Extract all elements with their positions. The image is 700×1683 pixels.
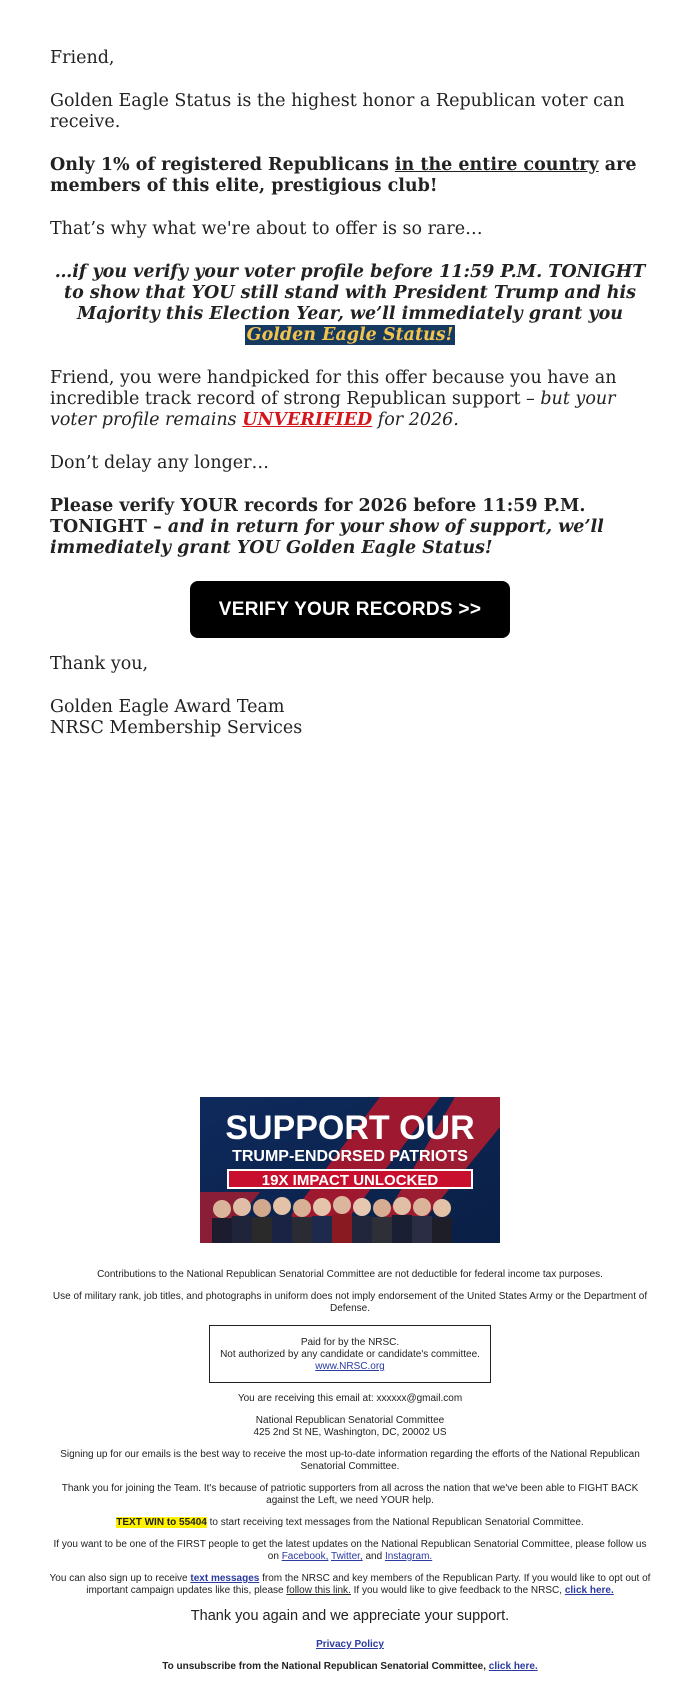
letter-body [50, 48, 650, 761]
not-authorized-line: Not authorized by any candidate or candidate's committee. [220, 1349, 480, 1360]
underlined-text: in the entire country [394, 155, 599, 175]
feedback-link[interactable]: click here. [564, 1585, 614, 1596]
support-patriots-banner[interactable] [200, 1097, 500, 1243]
text-segment: If you want to be one of the FIRST people to get the latest updates on the National Republican Senatorial Committee, please follow us on [53, 1539, 647, 1562]
unsubscribe-link[interactable]: click here. [488, 1661, 538, 1672]
thank-you-team: Thank you for joining the Team. It's because of patriotic supporters from all across the nation that we've been able to FIGHT BACK against the Left, we need YOUR help. [61, 1483, 639, 1506]
paragraph-rare-offer: That’s why what we're about to offer is so rare… [50, 219, 483, 239]
paragraph-elite-club [50, 155, 650, 197]
unverified-label: UNVERIFIED [242, 410, 373, 430]
privacy-row [48, 1639, 652, 1651]
paragraph-golden-eagle: Golden Eagle Status is the highest honor a Republican voter can receive. [50, 91, 625, 132]
text-segment: and [362, 1551, 385, 1562]
org-name: National Republican Senatorial Committee [255, 1415, 445, 1426]
nrsc-website-link[interactable]: www.NRSC.org [315, 1361, 385, 1372]
banner-graphic [200, 1097, 500, 1243]
signature-line-2: NRSC Membership Services [50, 718, 303, 738]
cta-row [50, 581, 650, 638]
paid-for-line: Paid for by the NRSC. [300, 1337, 400, 1348]
military-disclaimer: Use of military rank, job titles, and photographs in uniform does not imply endorsement of the United States Army or the Department of Defense. [52, 1291, 648, 1314]
mailing-address [48, 1415, 652, 1439]
text-segment: If you would like to give feedback to the NRSC, [350, 1585, 565, 1596]
salutation: Friend, [50, 48, 115, 68]
banner-tag-text: 19X IMPACT UNLOCKED [261, 1172, 439, 1189]
facebook-link[interactable]: Facebook, [281, 1551, 329, 1562]
paid-for-box [209, 1325, 491, 1383]
paragraph-dont-delay: Don’t delay any longer… [50, 453, 270, 473]
unsubscribe-line [48, 1661, 652, 1673]
footer [48, 1269, 652, 1683]
paragraph-please-verify [50, 496, 650, 559]
text-segment: Please verify YOUR records for 2026 before 11:59 P.M. TONIGHT – [50, 496, 586, 537]
paragraph-verify-offer [50, 262, 650, 346]
bold-italic-text: and in return for your show of support, we’ll immediately grant YOU Golden Eagle Status! [50, 517, 604, 558]
tax-disclaimer: Contributions to the National Republican Senatorial Committee are not deductible for federal income tax purposes. [97, 1269, 603, 1280]
italic-text: for 2026. [372, 410, 459, 430]
opt-out-link[interactable]: follow this link. [286, 1585, 351, 1596]
sms-optout-line [48, 1573, 652, 1597]
text-segment: …if you verify your voter profile before 11:59 P.M. TONIGHT to show that YOU still stand with President Trump and his Majority this Election Year, we’ll immediately grant you [54, 262, 646, 324]
paragraph-handpicked [50, 368, 650, 431]
banner-subheadline: TRUMP-ENDORSED PATRIOTS [232, 1148, 468, 1165]
signature-line-1: Golden Eagle Award Team [50, 697, 285, 717]
text-segment: from the NRSC and key members of the Republican Party. If you would like to opt out of important campaign updates like this, please [86, 1573, 651, 1596]
text-segment: to start receiving text messages from the National Republican Senatorial Committee. [206, 1517, 584, 1528]
thank-you-again: Thank you again and we appreciate your support. [190, 1608, 510, 1624]
text-segment: Friend, you were handpicked for this offer because you have an incredible track record of strong Republican support – [50, 368, 617, 409]
twitter-link[interactable]: Twitter, [331, 1551, 363, 1562]
verify-records-button[interactable]: VERIFY YOUR RECORDS >> [190, 581, 510, 638]
text-segment: To unsubscribe from the National Republican Senatorial Committee, [162, 1661, 489, 1672]
text-win-highlight: TEXT WIN to 55404 [116, 1517, 207, 1528]
text-segment: are members of this elite, prestigious club! [50, 155, 637, 196]
text-signup-line [48, 1517, 652, 1529]
street-address: 425 2nd St NE, Washington, DC, 20002 US [253, 1427, 447, 1438]
italic-text: but your voter profile remains [50, 389, 616, 430]
text-messages-link[interactable]: text messages [190, 1573, 260, 1584]
highlighted-status: Golden Eagle Status! [246, 325, 454, 345]
signup-info: Signing up for our emails is the best way to receive the most up-to-date information regarding the efforts of the National Republican Senatorial Committee. [60, 1449, 640, 1472]
instagram-link[interactable]: Instagram. [384, 1551, 433, 1562]
text-segment: Only 1% of registered Republicans [50, 155, 395, 175]
closing: Thank you, [50, 654, 149, 674]
banner-headline: SUPPORT OUR [225, 1109, 475, 1147]
social-follow-line [48, 1539, 652, 1563]
receiving-email-line: You are receiving this email at: xxxxxx@gmail.com [237, 1393, 463, 1404]
privacy-policy-link[interactable]: Privacy Policy [316, 1639, 384, 1650]
text-segment: You can also sign up to receive [49, 1573, 191, 1584]
